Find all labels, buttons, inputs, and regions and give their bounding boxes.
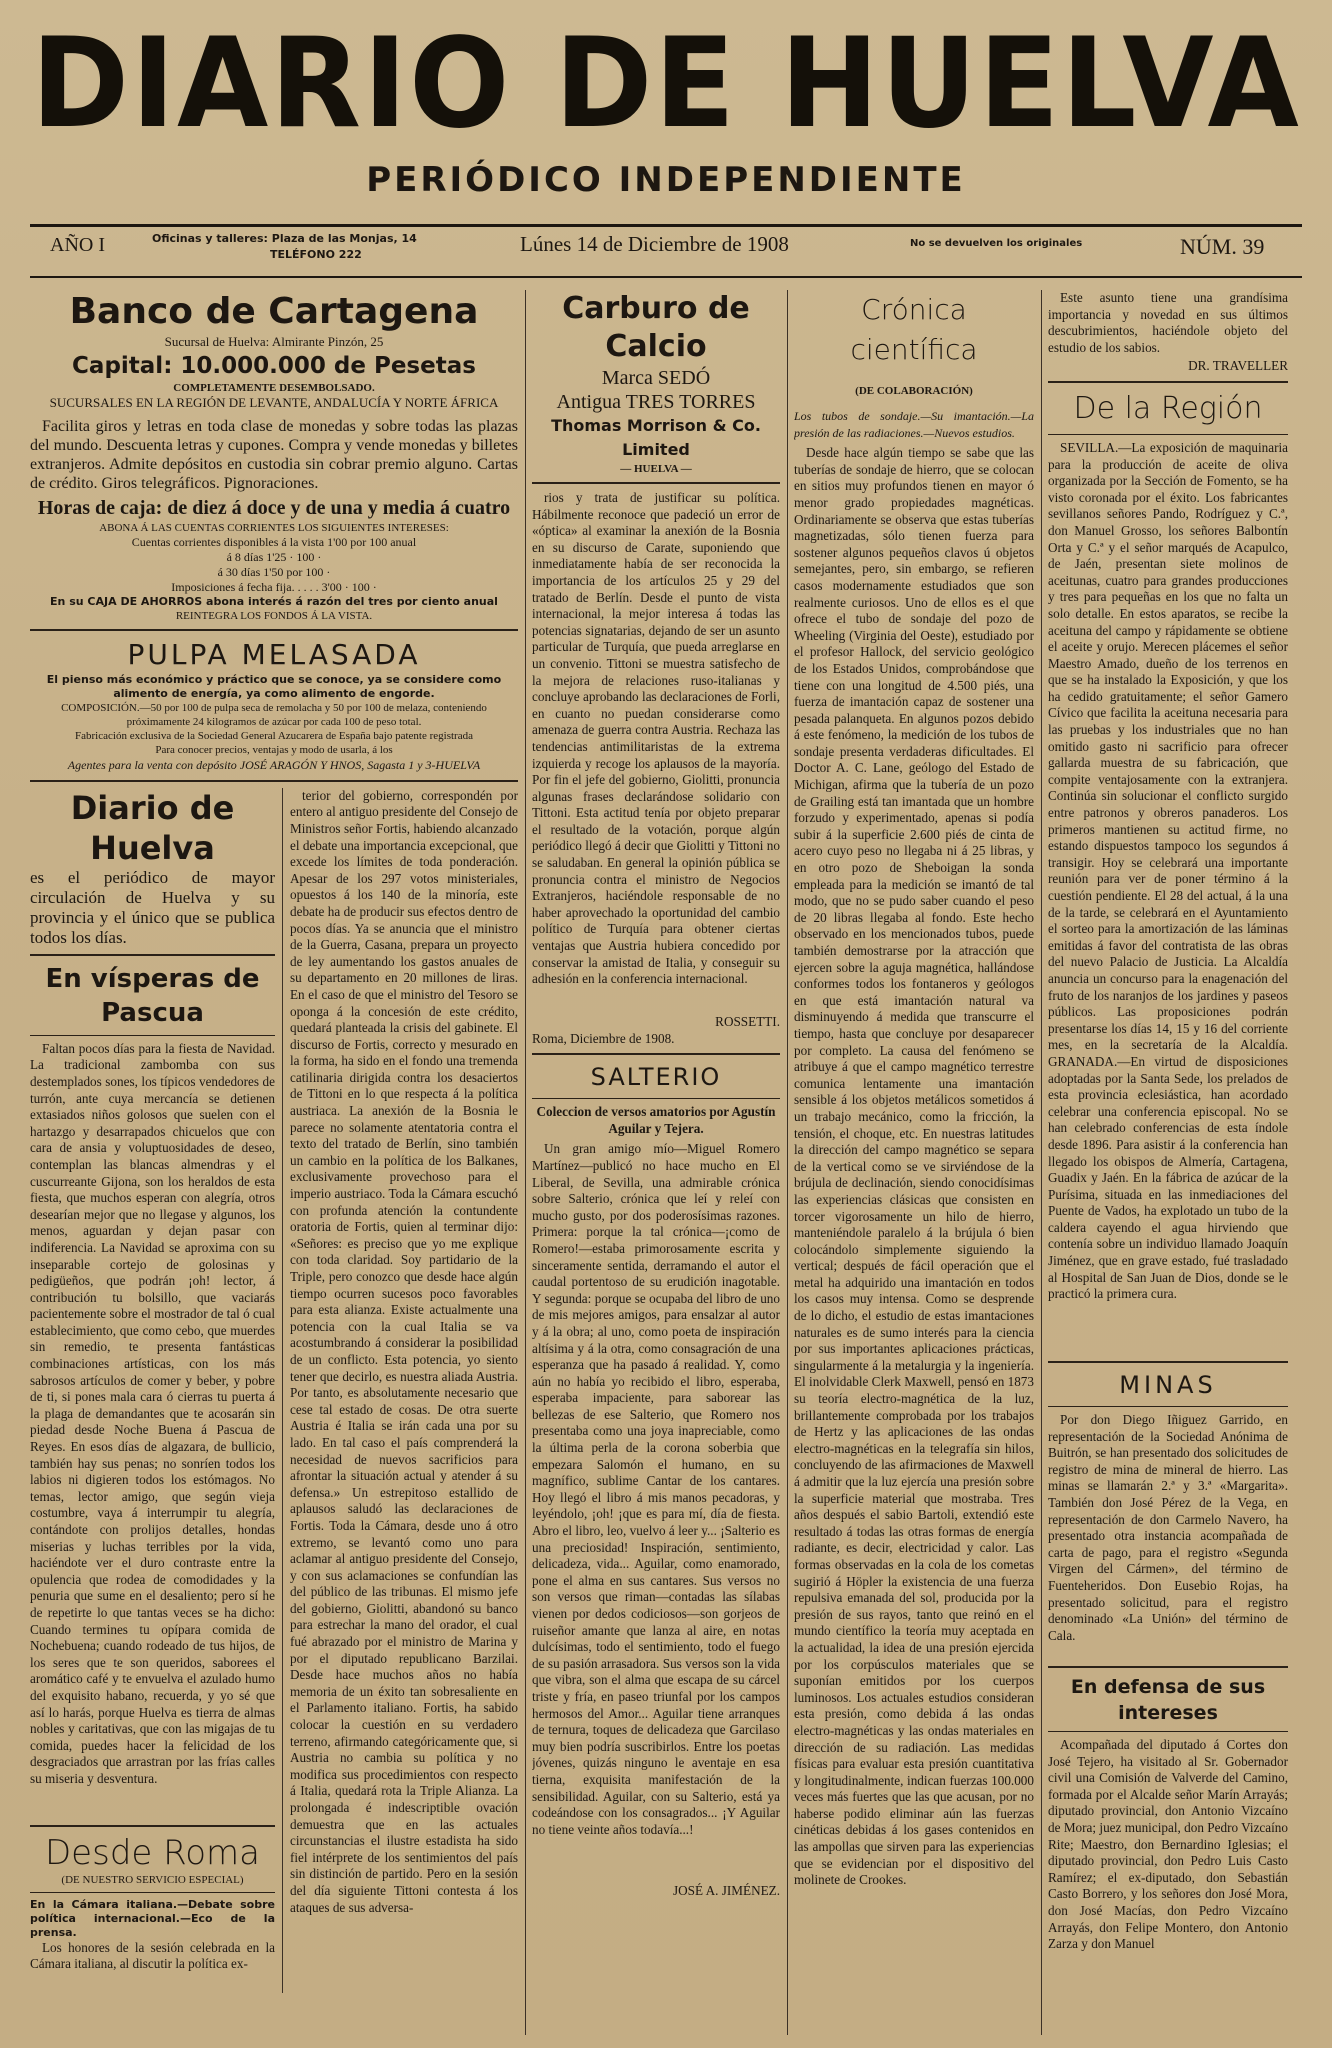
divider bbox=[532, 1053, 780, 1055]
lower-col1 bbox=[30, 788, 518, 1993]
issue-date: Lúnes 14 de Diciembre de 1908 bbox=[520, 232, 789, 256]
bank-title: Banco de Cartagena bbox=[69, 291, 479, 332]
bank-rate-4: Imposiciones á fecha fija. . . . . 3'00 · 100 · bbox=[171, 580, 377, 595]
defensa-text: Acompañada del diputado á Cortes don José Tejero, ha visitado al Sr. Gobernador civil una Comisión de Valverde del Camino, formada por el Alcalde señor Marín Arrayás; diputado provincial, don Antonio Vizcaíno de Mora; juez municipal, don Pedro Vizcaíno Rite; Maestro, don Bernardino Iglesias; el diputado provincial, don Pedro Luis Casto Ramírez; el ex-diputado, don Sebastián Casto Borrero, y los señores don José Mora, don José Macías, don Pedro Vizcaíno Arrayás, don Felipe Montero, don Antonio Zarza y don Manuel bbox=[1048, 1736, 1288, 1952]
salterio-sub: Coleccion de versos amatorios por Agustín Aguilar y Tejera. bbox=[536, 1104, 776, 1136]
bank-hours: Horas de caja: de diez á doce y de una y media á cuatro bbox=[37, 497, 511, 520]
divider bbox=[30, 780, 518, 782]
divider bbox=[1048, 381, 1288, 383]
region-text: SEVILLA.—La exposición de maquinaria para la producción de aceite de oliva organizada por la Sección de Fomento, se ha visto coronada por el éxito. Los fabricantes sevillanos señores Pando, Rodríguez y C.ª, don Manuel Grosso, los señores Balbontín Orta y C.ª y el señor marqués de Acapulco, de Jaén, presentan siete molinos de aceitunas, cuatro para grandes producciones y tres para pequeñas en los que no falta un solo detalle. En estos aparatos, se recibe la aceituna del campo y rápidamente se obtiene el aceite y orujo. Merecen plácemes el señor Maestro Amado, dueño de los terrenos en que se ha instalado la Exposición, y que los ha cedido gratuitamente; el señor Gamero Cívico que facilita la aceituna necesaria para las pruebas y los industriales que no han omitido gasto ni sacrificio para ofrecer gallarda muestra de su fabricación, que compite ventajosamente con la extranjera. Continúa sin solucionar el conflicto surgido entre patronos y obreros panaderos. Los primeros mantienen su actitud firme, no estando dispuestos tampoco los segundos á transigir. Hoy se celebrará una importante reunión para ver de poner término á la cuestión pendiente. El 28 del actual, á la una de la tarde, se celebrará en el Ayuntamiento el sorteo para la amortización de las láminas emitidas á favor del contratista de las obras del nuevo Palacio de Justicia. La Alcaldía anuncia un concurso para la enagenación del fruto de los naranjos de los jardines y paseos públicos. Las proposiciones podrán presentarse los días 14, 15 y 16 del corriente mes, en la secretaría de la Alcaldía. GRANADA.—En virtud de disposiciones adoptadas por la Santa Sede, los prelados de esta provincia eclesiástica, han acordado celebrar una conferencia episcopal. No se han celebrado conferencias de esta índole desde 1896. Para asistir á la conferencia han llegado los obispos de Almería, Cartagena, Guadix y Jaén. En la fábrica de azúcar de la Purísima, situada en las inmediaciones del Puente de Vados, ha explotado un tubo de la caldera cayendo el agua hirviendo que contenía sobre un individuo llamado Joaquín Jiménez, que en grave estado, fué trasladado al Hospital de San Juan de Dios, donde se le practicó la primera cura. bbox=[1048, 439, 1288, 1302]
pulpa-title: PULPA MELASADA bbox=[127, 638, 421, 672]
bank-rate-3: á 30 días 1'50 por 100 · bbox=[217, 565, 331, 580]
masthead bbox=[20, 8, 1312, 230]
pulpa-agents: Agentes para la venta con depósito JOSÉ ARAGÓN Y HNOS, Sagasta 1 y 3-HUELVA bbox=[67, 758, 481, 773]
salterio-text: Un gran amigo mío—Miguel Romero Martínez—publicó no hace mucho en El Liberal, de Sevilla, una admirable crónica sobre Salterio, crónica que leí y releí con mucho gusto, por dos poderosísimas razones. Primera: porque la tal crónica—¡como de Romero!—estaba primorosamente escrita y sinceramente sentida, derramando el autor el caudal portentoso de su erudición inagotable. Y segunda: porque se ocupaba del libro de uno de mis mejores amigos, para ensalzar al autor y á la obra; al uno, como poeta de inspiración altísima y á la otra, como consagración de una esperanza que ha pasado á realidad. Y, como aún no había yo recibido el libro, esperaba, esperaba impaciente, para saborear las bellezas de ese Salterio, que Romero nos presentaba como una joya inapreciable, como la última perla de la corona soberbia que empezara Salomón el humano, en su magnífico, sublime Cantar de los cantares. Hoy llegó el libro á mis manos pecadoras, y leyéndolo, ¡oh! ¡que es para mí, día de fiesta. Abro el libro, leo, vuelvo á leer y... ¡Salterio es una preciosidad! Inspiración, sentimiento, delicadeza, vida... Aguilar, como enamorado, pone el alma en sus cantares. Sus versos no son versos que riman—contadas las sílabas vienen por dedos codiciosos—son gorjeos de ruiseñor amante que lanza al aire, en notas dulcísimas, todo el sentimiento, todo el fuego de su pasión arrasadora. Sus versos son la vida que vibra, son el alma que escapa de su cárcel triste y fría, en paseo triunfal por los campos hermosos del Amor... Aguilar tiene arranques de ternura, toques de delicadeza que Garcilaso muy bien podría suscribirlos. Entre los poetas jóvenes, quizás ninguno le aventaje en esa tierna, exquisita manifestación de la sensibilidad. Aguilar, con su Salterio, está ya codeándose con los consagrados... ¡Y Aguilar no tiene veinte años todavía...! bbox=[532, 1141, 780, 1837]
divider bbox=[30, 954, 275, 956]
salterio-author: JOSÉ A. JIMÉNEZ. bbox=[673, 1883, 780, 1899]
cronica-signature: DR. TRAVELLER bbox=[1188, 358, 1288, 374]
pulpa-fabrication: Fabricación exclusiva de la Sociedad General Azucarera de España bajo patente registrada bbox=[75, 730, 473, 743]
roma-sub: (DE NUESTRO SERVICIO ESPECIAL) bbox=[61, 1873, 244, 1886]
cronica-heads: Los tubos de sondaje.—Su imantación.—La presión de las radiaciones.—Nuevos estudios. bbox=[794, 409, 1034, 440]
carburo-company: Thomas Morrison & Co. Limited bbox=[551, 416, 761, 459]
bank-services: Facilita giros y letras en toda clase de monedas y sobre todas las plazas del mundo. Descuenta letras y cupones. Compra y vende monedas y billetes extranjeros. Admite depósitos en custodia sin cobrar premio alguno. Cartas de crédito. Giros telegráficos. Pignoraciones. bbox=[30, 418, 518, 493]
bank-paid: COMPLETAMENTE DESEMBOLSADO. bbox=[173, 381, 375, 394]
roma-title: Desde Roma bbox=[45, 1832, 260, 1873]
col-divider bbox=[525, 290, 526, 2035]
divider bbox=[1048, 1406, 1288, 1407]
defensa-title: En defensa de sus intereses bbox=[1070, 1675, 1266, 1724]
pulpa-text: El pienso más económico y práctico que se conoce, ya se considere como alimento de energía, ya como alimento de engorde. bbox=[46, 673, 502, 701]
roma-heads: En la Cámara italiana.—Debate sobre política internacional.—Eco de la prensa. bbox=[30, 1897, 275, 1939]
col-divider bbox=[787, 290, 788, 2035]
phone-label: TELÉFONO 222 bbox=[270, 248, 362, 261]
roma-continued-text: terior del gobierno, correspondén por entero al antiguo presidente del Consejo de Ministros señor Fortis, habiendo alcanzado el debate una importancia excepcional, que excede los límites de toda ponderación. Apesar de los 297 votos ministeriales, opuestos á los 140 de la minoría, este debate ha de producir sus efectos dentro de pocos días. Ya se anuncia que el ministro de la Guerra, Casana, prepara un proyecto de ley aumentando los gastos anuales de su departamento en 20 millones de liras. En el caso de que el ministro del Tesoro se oponga á la concesión de este crédito, quedará planteada la crisis del gabinete. El discurso de Fortis, correcto y mesurado en la forma, ha sido en el fondo una tremenda catilinaria dirigida contra los desaciertos de Tittoni en lo que respecta á la política austriaca. La anexión de la Bosnia le parece no solamente atentatoria contra el texto del tratado de Berlín, sino también un cambio en la política de los Balkanes, exclusivamente provechoso para el imperio austriaco. Toda la Cámara escuchó con profunda atención la contundente oratoria de Fortis, quien al terminar dijo: «Señores: es preciso que yo me explique con toda claridad. Soy partidario de la Triple, pero conozco que desde hace algún tiempo ocurren sucesos poco favorables para esta alianza. Existe actualmente una potencia con la cual Italia se va acostumbrando á considerar la posibilidad de un conflicto. Esta potencia, yo siento tener que decirlo, es nuestra aliada Austria. Por tanto, es absolutamente necesario que cese tal estado de cosas. De otra suerte Austria é Italia se irán cada una por su lado. En tal caso el país comprenderá la necesidad de nuevos sacrificios para afrontar la situación actual y atender á su defensa.» Un estrepitoso estallido de aplausos saludó las declaraciones de Fortis. Toda la Cámara, desde uno á otro extremo, se levantó como uno para aclamar al antiguo presidente del Consejo, y con sus aclamaciones se confundían las del público de las tribunas. El mismo jefe del gobierno, Giolitti, abandonó su banco para estrechar la mano del orador, el cual fué abrazado por el ministro de Marina y por el diputado republicano Barzilai. Desde hace muchos años no había memoria de un éxito tan sobresaliente en el Parlamento italiano. Fortis, ha sabido colocar la cuestión en su verdadero terreno, afirmando categóricamente que, si Austria no cambia su política y no modifica sus procedimientos con respecto á Italia, quedará rota la Triple Alianza. La prolongada é indescriptible ovación demuestra que en las actuales circunstancias el ilustre estadista ha sido fiel intérprete de los sentimientos del país sin distinción de partido. Pero en la sesión del día siguiente Tittoni contesta á los ataques de sus adversa- bbox=[290, 787, 518, 1915]
issue-number: NÚM. 39 bbox=[1180, 234, 1265, 259]
column-3 bbox=[532, 290, 780, 2035]
minas-title: MINAS bbox=[1119, 1370, 1217, 1399]
column-5 bbox=[1048, 290, 1288, 2035]
carburo-city: — HUELVA — bbox=[620, 463, 692, 475]
bank-rate-2: á 8 días 1'25 · 100 · bbox=[226, 550, 322, 565]
col-divider bbox=[282, 788, 283, 1993]
newspaper-subtitle: PERIÓDICO INDEPENDIENTE bbox=[366, 160, 966, 200]
politics-text: rios y trata de justificar su política. Hábilmente reconoce que padeció un error de «óptica» al examinar la anexión de la Bosnia en su discurso de Carate, suponiendo que inmediatamente había de ser reconocida la importancia de los artículos 25 y 29 del tratado de Berlín. Desde el punto de vista internacional, la mejor interesa á todas las potencias signatarias, dejando de ser un asunto particular de Turquía, que pueda arreglarse en un convenio. Tittoni se muestra satisfecho de la mejora de relaciones ruso-italianas y concluye aprobando las declaraciones de Forli, en cuanto no puedan considerarse como amenaza de guerra contra Austria. Rechaza las tendencias antimilitaristas de la extrema izquierda y recoge los aplausos de la mayoría. Por fin el jefe del gobierno, Giolitti, pronuncia algunas frases declarándose solidario con Tittoni. Esta actitud tenía por objeto preparar el resultado de la votación, porque algún periódico llegó á decir que Giolitti y Tittoni no se saludaban. En general la opinión pública se pronuncia contra el ministro de Negocios Extranjeros, haciéndole responsable de no haber aprovechado la oportunidad del cambio político de Turquía para obtener ciertas ventajas que Austria hubiera concedido por conservar la amistad de Italia, y conseguir su adhesión en la conferencia internacional. bbox=[532, 490, 780, 987]
divider bbox=[30, 629, 518, 631]
cronica-end-text: Este asunto tiene una grandísima importancia y novedad en sus últimos descubrimientos, haciéndole objeto del estudio de los sabios. bbox=[1048, 290, 1288, 355]
column-1 bbox=[30, 290, 518, 2035]
pascua-text: Faltan pocos días para la fiesta de Navidad. La tradicional zambomba con sus destemplados sones, los típicos vendedores de turrón, ante cuya mercancía se detienen extasiados niños golosos que suelen con el hartazgo y desarrapados chicuelos que con cara de ansia y voluptuosidades de deseo, contemplan las blancas almendras y el cuscurreante Gijona, son los heraldos de esta fiesta, que muchos esperan con alegría, otros desearían mejor que no llegase y algunos, los menos, aguardan y dejan pasar con indiferencia. La Navidad se aproxima con su inseparable cortejo de golosinas y pedigüeños, que podrán ¡oh! lector, á contribución tu bolsillo, que vaciarás pacientemente sobre el mostrador de tal ó cual establecimiento, que como cebo, que muerdes sin remedio, te presenta fantásticas combinaciones artísticas, con los más sabrosos artículos de comer y beber, y pobre de ti, si pones mala cara ó cierras tu puerta á la plaga de demandantes que te acosarán sin piedad desde Noche Buena á Pascua de Reyes. En esos días de algazara, de bullicio, también hay sus penas; no sonríen todos los labios ni digieren todos los estómagos. No temas, lector amigo, que según vieja costumbre, vaya á interrumpir tu alegría, contándote con prolijos detalles, hondas miserias y luchas terribles por la vida, haciéndote ver el duro contraste entre la opulencia que rodea de comodidades y la penuria que sume en el desaliento; pero sí he de repetirte lo que tantas veces se ha dicho: Cuando termines tu opípara comida de Nochebuena; cuando rodeado de tus hijos, de los seres que te son queridos, saborees el aromático café y te envuelva el azulado humo del exquisito habano, recuerda, y yo sé que así lo harás, porque Huelva es tierra de almas nobles y caritativas, que con las migajas de tu comida, puedes hacer la felicidad de los desgraciados que arrastran por las frías calles su miseria y desventura. bbox=[30, 1040, 275, 1786]
divider bbox=[30, 1035, 275, 1036]
divider bbox=[1048, 1731, 1288, 1732]
dateline bbox=[20, 226, 1312, 276]
newspaper-title: DIARIO DE HUELVA bbox=[31, 10, 1301, 156]
pulpa-info: Para conocer precios, ventajas y modo de usarla, á los bbox=[155, 744, 393, 757]
year-label: AÑO I bbox=[50, 234, 105, 256]
minas-text: Por don Diego Iñiguez Garrido, en representación de la Sociedad Anónima de Buitrón, se han presentado dos solicitudes de registro de mina de mineral de hierro. Las minas se llamarán 2.ª y 3.ª «Margarita». También don José Pérez de la Vega, en representación de don Carmelo Navero, ha presentado otra instancia acompañada de carta de pago, para el registro «Segunda Virgen del Cármen», del término de Fuenteheridos. Don Eusebio Rojas, ha presentado solicitud, para el registro denominado «La Unión» del término de Cala. bbox=[1048, 1411, 1288, 1643]
diario-promo-text: es el periódico de mayor circulación de Huelva y su provincia y el único que se publica todos los días. bbox=[30, 867, 275, 947]
divider bbox=[532, 482, 780, 484]
carburo-antigua: Antigua TRES TORRES bbox=[556, 391, 756, 413]
divider bbox=[1048, 1361, 1288, 1363]
region-title: De la Región bbox=[1073, 390, 1263, 426]
column-4 bbox=[794, 290, 1034, 2035]
carburo-title: Carburo de Calcio bbox=[562, 291, 750, 364]
salterio-title: SALTERIO bbox=[590, 1063, 722, 1092]
bank-rates-title: ABONA Á LAS CUENTAS CORRIENTES LOS SIGUIENTES INTERESES: bbox=[99, 522, 449, 535]
offices-label: Oficinas y talleres: Plaza de las Monjas, 14 bbox=[152, 232, 417, 245]
col1a bbox=[30, 788, 275, 1993]
bank-branch: Sucursal de Huelva: Almirante Pinzón, 25 bbox=[164, 334, 384, 349]
col1b bbox=[290, 788, 518, 1993]
divider bbox=[1048, 1666, 1288, 1668]
dateline-rule bbox=[30, 276, 1302, 278]
divider bbox=[532, 1098, 780, 1099]
carburo-marca: Marca SEDÓ bbox=[601, 367, 711, 389]
bank-capital: Capital: 10.000.000 de Pesetas bbox=[72, 352, 476, 379]
columns bbox=[20, 290, 1312, 2035]
cronica-text: Desde hace algún tiempo se sabe que las tuberías de sondaje de hierro, que se colocan en sitios muy profundos tienen en mayor ó menor grado propiedades magnéticas. Ordinariamente se observa que estas tuberías magnetizadas, sólo tienen fuerza para sostener algunos pequeños clavos ú objetos semejantes, pero, sin embargo, se refieren casos modernamente estudiados que son realmente curiosos. Uno de ellos es el que ofrece el tubo de sondaje del pozo de Wheeling (Virginia del Oeste), estudiado por el profesor Hallock, del servicio geológico de los Estados Unidos, comprobándose que tiene con una longitud de 4.500 piés, una fuerza de imantación capaz de sostener una pesada palanqueta. En algunos pozos debido á este fenómeno, la medición de los tubos de sondaje presenta verdaderas dificultades. El Doctor A. C. Lane, geólogo del Estado de Michigan, afirma que la tubería de un pozo de Grailing está tan imantada que un hombre forzudo y experimentado, apenas si podía subir á la superficie 2.600 piés de cinta de acero cuyo peso no llegaba ni á 25 libras, y en otro pozo de Sheboigan la sonda empleada para la medición se imantó de tal modo, que no se pudo saber cuando el peso de 20 libras llegaba al fondo. Este hecho observado en los mencionados tubos, puede también demostrarse por la atracción que ejercen sobre la aguja magnética, hallándose conformes todos los fontaneros y geólogos en que está imantación natural va disminuyendo á medida que transcurre el tiempo, hasta que concluye por desaparecer por completo. La causa del fenómeno se atribuye á que el campo magnético terrestre comunica lentamente una imantación sensible á los objetos metálicos sometidos á un trabajo mecánico, como la fricción, la tensión, el choque, etc. En nuestras latitudes la dirección del campo magnético se separa de la vertical como se ve sirviéndose de la brújula de declinación, siendo conocidísimas las experiencias clásicas que consisten en torcer vigorosamente un hilo de hierro, manteniéndole paralelo á la brújula ó bien colocándolo simplemente siguiendo la vertical; después de fácil operación que el metal ha adquirido una imantación en todos los casos muy intensa. Como se desprende de lo dicho, el estudio de estas imantaciones naturales es de sumo interés para la ciencia por sus importantes aplicaciones prácticas, singularmente á la metalurgia y la ingeniería. El inolvidable Clerk Maxwell, pensó en 1873 su teoría electro-magnética de la luz, brillantemente comprobada por los trabajos de Hertz y las aplicaciones de las ondas electro-magnéticas en la telegrafía sin hilos, concluyendo de las afirmaciones de Maxwell á admitir que la luz ejercía una presión sobre la superficie material que mostraba. Tres años después el sabio Bartoli, extendió este resultado á todas las otras formas de energía radiante, es decir, electricidad y calor. Las formas observadas en la cola de los cometas sugirió á Höpler la existencia de una fuerza repulsiva emanada del sol, producida por la presión de sus rayos, tanto que reinó en el mundo científico la teoría muy aceptada en la actualidad, la idea de una presión ejercida por los corpúsculos materiales que se suponían emitidos por los cuerpos luminosos. Los actuales estudios consideran esta presión, como debida á las ondas electro-magnéticas y las ondas materiales en dirección de su radiación. Las medidas físicas para evaluar esta presión cuantitativa y longitudinalmente, indican fuerzas 100.000 veces más fuertes que las que acusan, por no haberse podido eliminar aún las fuerzas cinéticas debidas á los gases contenidos en las ampollas que sirven para las experiencias que se evidencian por el dispositivo del molinete de Crookes. bbox=[794, 445, 1034, 1888]
bank-savings: En su CAJA DE AHORROS abona interés á razón del tres por ciento anual bbox=[50, 595, 498, 609]
cronica-title: Crónica científica bbox=[850, 293, 978, 366]
roma-text: Los honores de la sesión celebrada en la Cámara italiana, al discutir la política ex- bbox=[30, 1939, 275, 1972]
divider bbox=[30, 1825, 275, 1827]
pulpa-composition: COMPOSICIÓN.—50 por 100 de pulpa seca de remolacha y 50 por 100 de melaza, conteniendo próximamente 24 kilogramos de azúcar por cada 100 de peso total. bbox=[61, 702, 487, 729]
politics-signature: ROSSETTI. bbox=[715, 1014, 780, 1029]
bank-branches: SUCURSALES EN LA REGIÓN DE LEVANTE, ANDALUCÍA Y NORTE ÁFRICA bbox=[49, 394, 499, 410]
pascua-title: En vísperas de Pascua bbox=[45, 963, 260, 1028]
bank-rate-1: Cuentas corrientes disponibles á la vista 1'00 por 100 anual bbox=[131, 535, 417, 550]
cronica-sub: (DE COLABORACIÓN) bbox=[855, 385, 973, 397]
originals-note: No se devuelven los originales bbox=[910, 238, 1083, 249]
divider bbox=[1048, 434, 1288, 435]
col-divider bbox=[1041, 290, 1042, 2035]
diario-promo-title: Diario de Huelva bbox=[70, 788, 235, 867]
divider bbox=[30, 1892, 275, 1893]
bank-reintegra: REINTEGRA LOS FONDOS Á LA VISTA. bbox=[175, 610, 373, 623]
politics-place: Roma, Diciembre de 1908. bbox=[532, 1030, 675, 1046]
